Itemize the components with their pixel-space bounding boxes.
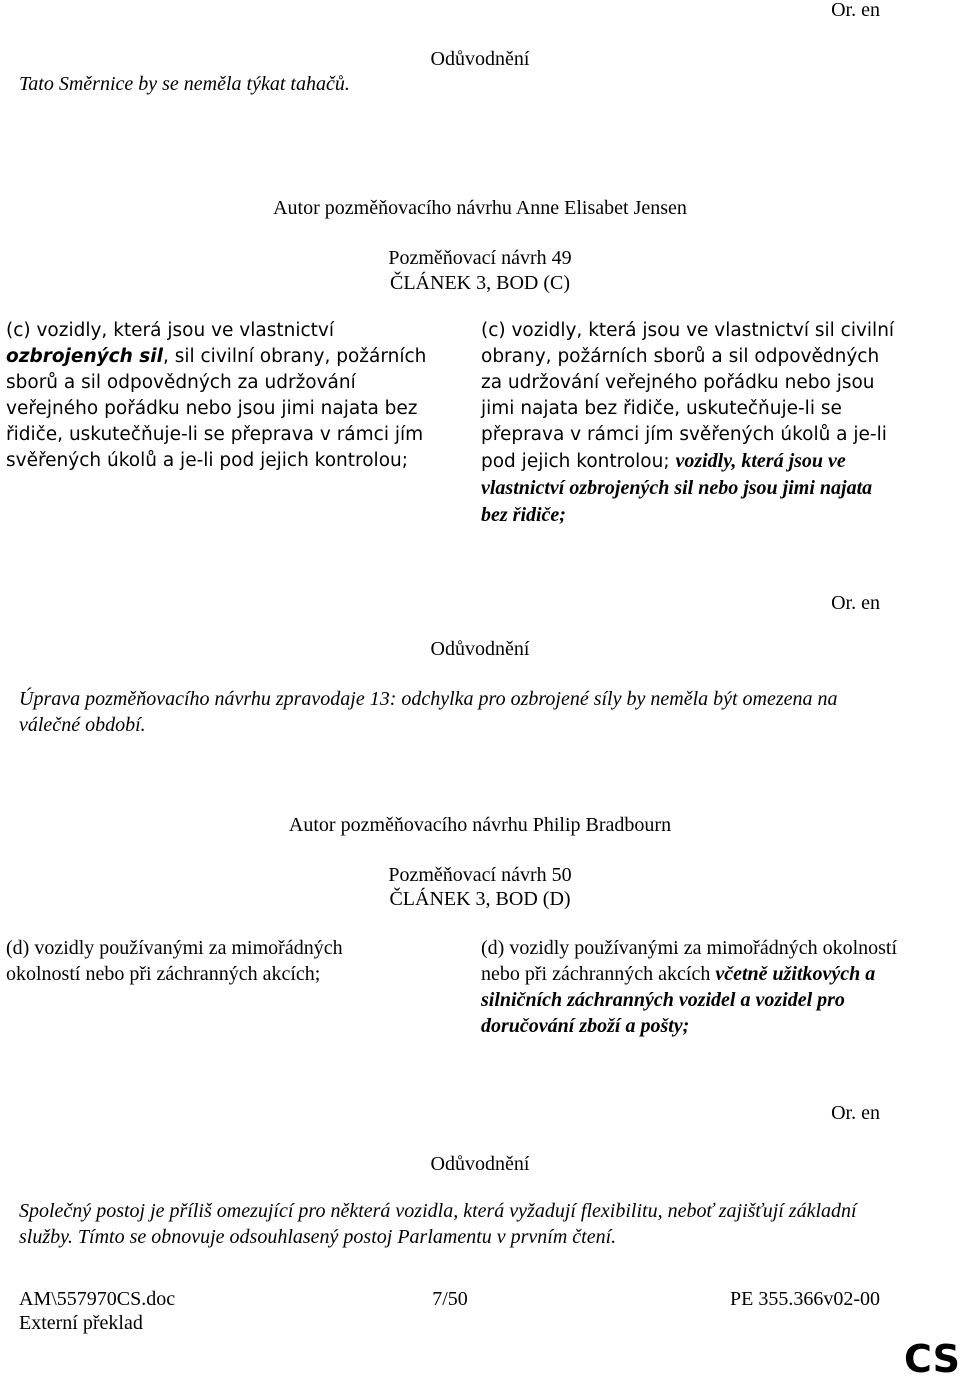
original-text-column: (d) vozidly používanými za mimořádných okolností nebo při záchranných akcích; bbox=[6, 937, 343, 985]
amendment-number: Pozměňovací návrh 49 bbox=[388, 247, 572, 269]
amendment-number: Pozměňovací návrh 50 bbox=[388, 864, 572, 886]
original-language-label: Or. en bbox=[831, 1102, 880, 1124]
amended-text-emphasis: vozidly, která jsou ve vlastnictví ozbrojených sil nebo jsou jimi najata bez řidiče; bbox=[481, 450, 873, 526]
amended-text-column bbox=[481, 318, 901, 529]
footer-translation-label: Externí překlad bbox=[19, 1312, 143, 1334]
amendment-article: ČLÁNEK 3, BOD (C) bbox=[390, 272, 570, 294]
amended-text-part: (d) vozidly používanými za mimořádných okolností nebo při záchranných akcích bbox=[481, 937, 898, 985]
original-text-part: , sil civilní obrany, požárních sborů a sil odpovědných za udržování veřejného pořádku nebo jsou jimi najata bez řidiče, uskutečňuje-li se přeprava v rámci jím svěřených úkolů a je-li pod jejich kontrolou; bbox=[6, 346, 427, 471]
amendment-article: ČLÁNEK 3, BOD (D) bbox=[389, 888, 571, 910]
amendment-author: Autor pozměňovacího návrhu Philip Bradbourn bbox=[288, 814, 672, 836]
language-code-mark: CS bbox=[904, 1337, 960, 1381]
amendment-author: Autor pozměňovacího návrhu Anne Elisabet Jensen bbox=[273, 197, 687, 219]
original-text-emphasis: ozbrojených sil bbox=[6, 346, 163, 367]
original-language-label: Or. en bbox=[831, 592, 880, 614]
original-language-label: Or. en bbox=[831, 0, 880, 21]
justification-text: Úprava pozměňovacího návrhu zpravodaje 13: odchylka pro ozbrojené síly by neměla být omezena na válečné období. bbox=[19, 688, 838, 736]
amended-text-emphasis: včetně užitkových a silničních záchranných vozidel a vozidel pro doručování zboží a pošty; bbox=[481, 963, 876, 1037]
footer-pe-reference: PE 355.366v02-00 bbox=[730, 1288, 880, 1310]
footer-page-number: 7/50 bbox=[432, 1288, 468, 1310]
amended-text-part: (c) vozidly, která jsou ve vlastnictví sil civilní obrany, požárních sborů a sil odpovědných za udržování veřejného pořádku nebo jsou jimi najata bez řidiče, uskutečňuje-li se přeprava v rámci jím svěřených úkolů a je-li pod jejich kontrolou; bbox=[481, 320, 895, 472]
justification-heading: Odůvodnění bbox=[430, 48, 530, 70]
original-text-part: (c) vozidly, která jsou ve vlastnictví bbox=[6, 320, 334, 341]
amended-text-column bbox=[481, 935, 901, 1039]
justification-heading: Odůvodnění bbox=[430, 638, 530, 660]
justification-text: Tato Směrnice by se neměla týkat tahačů. bbox=[19, 73, 350, 95]
footer-document-reference: AM\557970CS.doc bbox=[19, 1288, 176, 1310]
justification-heading: Odůvodnění bbox=[430, 1153, 530, 1175]
justification-text: Společný postoj je příliš omezující pro některá vozidla, která vyžadují flexibilitu, neboť zajišťují základní služby. Tímto se obnovuje odsouhlasený postoj Parlamentu v prvním čtení. bbox=[19, 1200, 857, 1248]
original-text-column bbox=[6, 318, 446, 474]
